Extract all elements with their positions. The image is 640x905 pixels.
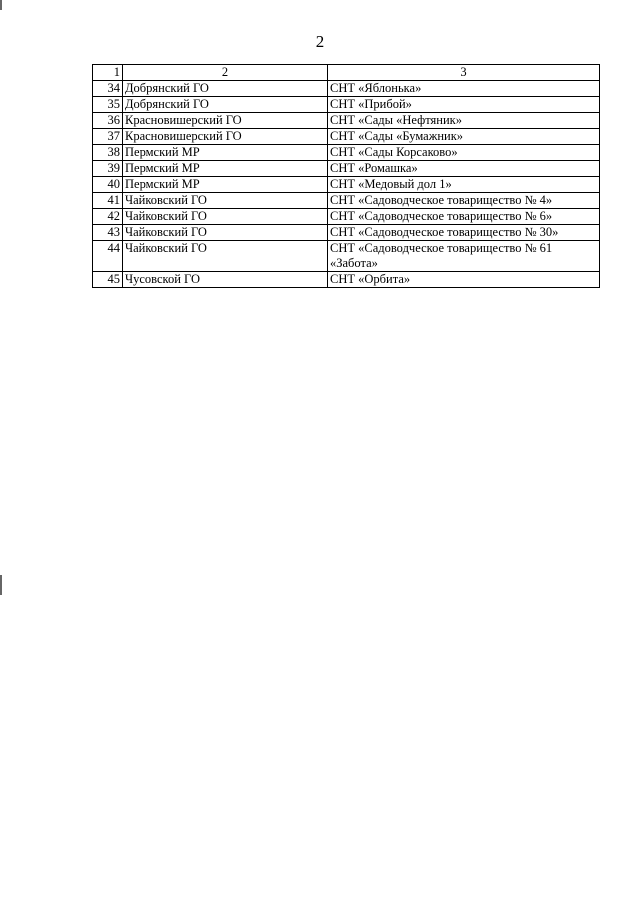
row-snt: СНТ «Садоводческое товарищество № 4» [328,193,600,209]
table-row [93,97,600,113]
table-row [93,241,600,272]
table-row [93,177,600,193]
row-number: 40 [93,177,123,193]
table-row [93,129,600,145]
row-number: 43 [93,225,123,241]
row-municipality: Чайковский ГО [123,241,328,272]
row-municipality: Красновишерский ГО [123,129,328,145]
row-number: 38 [93,145,123,161]
table-row [93,272,600,288]
snt-table [92,64,600,288]
row-snt: СНТ «Сады Корсаково» [328,145,600,161]
row-snt: СНТ «Сады «Нефтяник» [328,113,600,129]
row-snt: СНТ «Садоводческое товарищество № 61 «Забота» [328,241,600,272]
row-number: 41 [93,193,123,209]
row-number: 44 [93,241,123,272]
row-municipality: Пермский МР [123,161,328,177]
table-row [93,113,600,129]
row-snt: СНТ «Сады «Бумажник» [328,129,600,145]
row-municipality: Чайковский ГО [123,225,328,241]
row-municipality: Пермский МР [123,177,328,193]
row-snt: СНТ «Орбита» [328,272,600,288]
row-number: 45 [93,272,123,288]
row-municipality: Добрянский ГО [123,97,328,113]
row-number: 39 [93,161,123,177]
row-municipality: Пермский МР [123,145,328,161]
table-row [93,161,600,177]
column-header-snt: 3 [328,65,600,81]
row-snt: СНТ «Ромашка» [328,161,600,177]
row-municipality: Чайковский ГО [123,193,328,209]
column-header-number: 1 [93,65,123,81]
row-number: 36 [93,113,123,129]
row-number: 34 [93,81,123,97]
row-municipality: Чусовской ГО [123,272,328,288]
table-row [93,145,600,161]
scan-edge-mark [0,0,2,10]
row-snt: СНТ «Садоводческое товарищество № 6» [328,209,600,225]
row-snt: СНТ «Садоводческое товарищество № 30» [328,225,600,241]
row-municipality: Красновишерский ГО [123,113,328,129]
row-number: 35 [93,97,123,113]
table-row [93,225,600,241]
row-municipality: Чайковский ГО [123,209,328,225]
row-number: 42 [93,209,123,225]
column-header-municipality: 2 [123,65,328,81]
row-snt: СНТ «Медовый дол 1» [328,177,600,193]
table-row [93,81,600,97]
row-snt: СНТ «Яблонька» [328,81,600,97]
scan-edge-mark [0,575,2,595]
row-municipality: Добрянский ГО [123,81,328,97]
table-row [93,193,600,209]
table-row [93,209,600,225]
table-header-row [93,65,600,81]
row-number: 37 [93,129,123,145]
row-snt: СНТ «Прибой» [328,97,600,113]
page-number: 2 [315,32,325,51]
